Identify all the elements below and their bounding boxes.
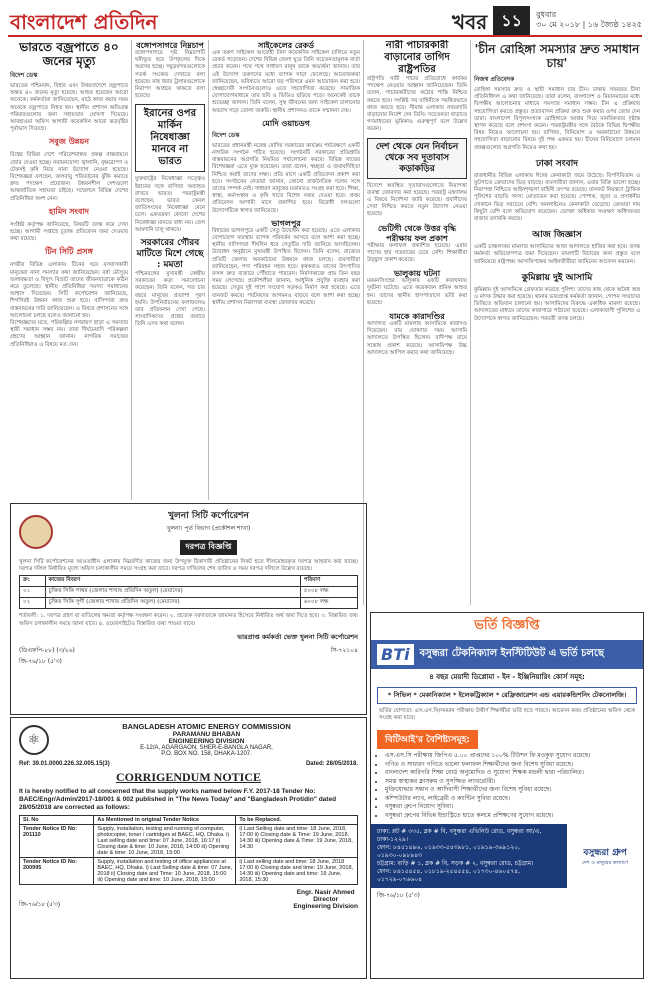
baec-cell-orig: Supply, installation and testing of office appliances at BAEC, HQ, Dhaka. i) Last Selling date & time: 07 June, 2018 ii) Closing date and Time: 10 June, 2018, 15:00 iii) Opening date and time: 10 June, 2018, 15:00 (94, 858, 236, 885)
right-body-3: একটি চাঞ্চল্যকর মামলার আসামিদের আজ আদালতে হাজির করা হবে। তদন্ত কর্মকর্তা অভিযোগপত্র জমা দিয়েছেন। মামলাটি বিচারের জন্য প্রস্তুত বলে জানিয়েছে রাষ্ট্রপক্ষ। আসামিপক্ষের আইনজীবীরা জামিনের আবেদন করবেন। (474, 244, 640, 265)
right-body-1: রোহিঙ্গা সমস্যার দ্রুত ও স্থায়ী সমাধান চায় চীন। ঢাকায় সফররত চীনা প্রতিনিধিদল এ কথা জানিয়েছে। তারা বলেন, বাংলাদেশ ও মিয়ানমারের মধ্যে দ্বিপক্ষীয় আলোচনার মাধ্যমে সমস্যার সমাধান সম্ভব। চীন এ প্রক্রিয়ায় সহযোগিতা করতে প্রস্তুত। প্রত্যাবাসন প্রক্রিয়া দ্রুত শুরু করার ওপর জোর দেন তারা। বাংলাদেশ বিপুলসংখ্যক রোহিঙ্গাকে আশ্রয় দিয়ে মানবিকতার দৃষ্টান্ত স্থাপন করেছে বলে প্রশংসা করেন। পররাষ্ট্রমন্ত্রীর সঙ্গে বৈঠকে বিভিন্ন দ্বিপক্ষীয় বিষয় নিয়েও আলোচনা হয়। বাণিজ্য, বিনিয়োগ ও অবকাঠামো উন্নয়নে সহযোগিতা বাড়ানোর বিষয়ে দুই পক্ষ একমত হয়। চীনের বিনিয়োগে চলমান প্রকল্পগুলোর অগ্রগতি নিয়েও কথা হয়। (474, 87, 640, 151)
baec-division: ENGINEERING DIVISION (168, 738, 245, 745)
col4-headline-5: যামকে কারাদণ্ডির (389, 311, 445, 322)
col2-body-3: পশ্চিমবঙ্গের মুখ্যমন্ত্রী কেন্দ্রীয় সরকারের কড়া সমালোচনা করেছেন। তিনি বলেন, গত চার বছরে মানুষের প্রত্যাশা পূরণ হয়নি। উপনির্বাচনের ফলাফলেও তার প্রতিফলন দেখা গেছে। সাংবাদিকদের প্রশ্নের জবাবে তিনি এসব কথা বলেন। (135, 271, 205, 328)
corrigendum-notice (10, 717, 367, 979)
table-row (20, 598, 358, 609)
col4-box-headline: দেশ থেকে যেন নির্বাচন থেকে সব দূতাবাস কড়াকড়ির (375, 141, 459, 174)
bti-eligibility: ভর্তির যোগ্যতা: এস.এস.সি/সমমান পরীক্ষায় উত্তীর্ণ শিক্ষার্থীরা ভর্তি হতে পারবে। আবেদন ফরম প্রতিষ্ঠানের অফিস থেকে সংগ্রহ করা যাবে। (379, 708, 635, 722)
baec-sign-name: Engr. Nasir Ahmed (296, 889, 355, 896)
baec-cell-repl: i) Last selling date and time: 18 June, 2018 17:00 ii) Closing date and time: 19 June, 2018, 14:30 iii) Opening date and time: 19 June, 2018, 15:30 (236, 858, 358, 885)
left-body-1: ভারতের পশ্চিমবঙ্গ, বিহার এবং উত্তরপ্রদেশে বজ্রপাতে অন্তত ৪০ জনের মৃত্যু হয়েছে। আহত হয়েছেন আরো অনেকে। কর্মকর্তারা জানিয়েছেন, মাঠে কাজ করার সময় অনেকে বজ্রপাতে নিহত হন। স্থানীয় প্রশাসন ক্ষতিগ্রস্ত পরিবারগুলোর জন্য সহায়তার ঘোষণা দিয়েছে। আবহাওয়া অফিস আগামী কয়েকদিন আরো ঝড়বৃষ্টির পূর্বাভাস দিয়েছে। (10, 83, 128, 133)
col4-headline-3: ভেটিগী থেকে উত্তর বৃদ্ধি পরীক্ষায় ফল প্রকাশ (378, 222, 456, 243)
baec-sign-div: Engineering Division (293, 903, 358, 910)
col2-body-2: যুক্তরাষ্ট্রের নিষেধাজ্ঞা সত্ত্বেও ইরানের সঙ্গে বাণিজ্য অব্যাহত রাখবে ভারত। পররাষ্ট্রমন্ত্রী বলেছেন, ভারত কেবল জাতিসংঘের নিষেধাজ্ঞা মেনে চলে। একতরফা কোনো দেশের নিষেধাজ্ঞা মানতে বাধ্য নয়। তেল আমদানি চালু থাকবে। (135, 176, 205, 233)
right-subhead-3: কুমিল্লায় দুই আসামি (521, 272, 593, 283)
col2 (135, 40, 205, 500)
baec-col-header: As Mentioned in original Tender Notice (94, 816, 236, 825)
baec-code: জি-৭৬/১৮ (৫'৩) (19, 902, 60, 908)
tender-dept: খুলনা। পূর্ত বিভাগ (প্রকৌশল শাখা) (166, 525, 251, 532)
tender-cell-desc: চুক্তির সিকি সুগী (জেলার শাখায় প্রতিদিন অতুল) (মেয়াদের) (45, 598, 300, 609)
bti-contact-4: ফোন: ৮৯১৫৪৫৪, ০১৮১৯-২৫৪৫৫৪, ০১৭৩০-৪৬০৫৭৪, ০১৭২৯-০৭৬৬০৪ (377, 868, 520, 884)
right-column (474, 40, 640, 605)
tender-cell-amount: ৬০০৮ লক্ষ (300, 598, 357, 609)
baec-cell-sl: Tender Notice ID No: 201110 (20, 825, 94, 858)
bti-courses: * সিভিল * মেকানিক্যাল * ইলেকট্রিক্যাল * রেফ্রিজারেশন এন্ড এয়ারকন্ডিশনিং টেকনোলজি। (377, 687, 637, 704)
tender-cell-amount: ৫০০৮ লক্ষ (300, 587, 357, 598)
baec-name: BANGLADESH ATOMIC ENERGY COMMISSION (122, 722, 291, 731)
list-item: • সমস্ত স্বাস্থ্যকর ক্লাসরুম ও সুসজ্জিত ল্যাবরেটরী। (385, 778, 643, 787)
tender-code: জি-৭৬/১৮ (৫'৩) (19, 657, 62, 665)
divider (131, 40, 132, 500)
baec-cell-orig: Supply, installation, testing and running of computer, photocopier, toner / cartridges at BAEC, HQ, Dhaka. i) Last selling date and time: 07 June, 2018, 16:17 ii) Closing date & time: 10 June, 2018, 14:00 iii) Opening date & time: 10 June, 2018, 15:00 (94, 825, 236, 858)
baec-date: Dated: 28/05/2018. (305, 761, 358, 767)
center-headline-3: ভাগলপুর (271, 217, 301, 228)
col2-headline: বঙ্গোপসাগরে নিম্নচাপ (136, 40, 204, 50)
left-body-3: সংশ্লিষ্ট কর্তৃপক্ষ জানিয়েছে, বিষয়টি তদন্ত করে দেখা হচ্ছে। আগামী সপ্তাহে চূড়ান্ত প্রতিবেদন জমা দেওয়ার কথা রয়েছে। (10, 221, 128, 243)
baec-cell-repl: i) Last Selling date and time: 18 June, 2018, 17:00 ii) Closing date & Time: 19 June, 2018, 14:30 iii) Opening date & Time: 19 June, 2018, 14:30 (236, 825, 358, 858)
bti-admission-ad (370, 612, 644, 979)
left-body-5: বিশেষজ্ঞদের মতে, পরিকল্পিত নগরায়ণ ছাড়া এ সমস্যার স্থায়ী সমাধান সম্ভব নয়। তারা দীর্ঘমেয়াদি পরিকল্পনা গ্রহণের আহ্বান জানান। নাগরিক সমাজের প্রতিনিধিরাও এ বিষয়ে মত দেন। (10, 320, 128, 348)
masthead-rule (8, 35, 642, 37)
baec-col-header: Sl. No (20, 816, 94, 825)
col4-body-5: আদালত একটি মামলায় আসামিকে কারাদণ্ড দিয়েছেন। রায় ঘোষণার সময় আসামি আদালতে উপস্থিত ছিলেন। বাদীপক্ষ রায়ে সন্তোষ প্রকাশ করেছে। আসামিপক্ষ উচ্চ আদালতে আপিল করার কথা জানিয়েছে। (367, 321, 467, 356)
left-byline: বিদেশ ডেস্ক (10, 72, 38, 79)
col4-headline-4: ভালুকায় ঘটনা (393, 268, 441, 279)
baec-ref: Ref: 39.01.0000.226.32.005.15(3) (19, 761, 110, 767)
tender-signature: ভারপ্রাপ্ত কর্মকর্তা ভেক্ত খুলনা সিটি কর্পোরেশন (237, 632, 358, 641)
center-headline: সাইকেলের রেকর্ড (257, 40, 315, 50)
list-item: • বাংলাদেশ কারিগরি শিক্ষা বোর্ড অনুমোদিত ও সুযোগ্য শিক্ষক মন্ডলী দ্বারা পরিচালিত। (385, 769, 643, 778)
baec-bhaban: PARAMANU BHABAN (172, 731, 241, 738)
baec-title: CORRIGENDUM NOTICE (115, 770, 261, 784)
baec-sign-title: Director (313, 896, 339, 903)
section-label: খবর (452, 10, 488, 34)
col4-headline: নারী পাচারকারী বাড়ানোর তাগিদ রাষ্ট্রপতির (384, 40, 450, 75)
tender-col-header: পরিমাণ (300, 576, 357, 587)
col4-body-3: পরীক্ষার ফলাফল প্রকাশিত হয়েছে। এবার পাসের হার গতবারের চেয়ে বেশি। শিক্ষার্থীরা উচ্ছ্বাস প্রকাশ করেছে। (367, 242, 467, 264)
list-item: • গণিত ও সাধারণ গণিতে ভালো ফলাফল শিক্ষার্থীদের জন্য বিশেষ সুবিধা রয়েছে। (385, 761, 643, 770)
center-body-1: এক তরুণ সাইকেল আরোহী টানা কয়েকদিন সাইকেল চালিয়ে নতুন রেকর্ড গড়েছেন। দেশের বিভিন্ন জেলা ঘুরে তিনি সচেতনতামূলক বার্তা প্রচার করেন। পথে পথে সাধারণ মানুষ তাকে অভ্যর্থনা জানায়। তার এই উদ্যোগ তরুণদের মধ্যে ব্যাপক সাড়া ফেলেছে। আয়োজকরা জানিয়েছেন, ভবিষ্যতে আরো বড় পরিসরে এমন আয়োজন করা হবে। স্বেচ্ছাসেবী সংগঠনগুলোও এতে সহযোগিতা করেছে। সামাজিক যোগাযোগমাধ্যমে তার ছবি ও ভিডিও ছড়িয়ে পড়ে। অনেকেই তাকে শুভেচ্ছা জানান। তিনি বলেন, সুস্থ জীবনের জন্য সাইকেল চালানোর অভ্যাস গড়ে তোলা জরুরি। স্থানীয় প্রশাসনও তাকে সম্মাননা দেয়। (212, 50, 360, 114)
left-subhead-2: হামিদ সংবাদ (49, 206, 89, 216)
baec-address: E-12/A, AGARGAON, SHER-E-BANGLA NAGAR, (140, 745, 273, 751)
list-item: • মুক্তিযোদ্ধার সন্তান ও আদিবাসী শিক্ষার্থীদের জন্য বিশেষ সুবিধা রয়েছে। (385, 786, 643, 795)
right-body-2: রাজধানীর বিভিন্ন এলাকায় ঈদের কেনাকাটা জমে উঠেছে। বিপণিবিতান ও ফুটপাতে ক্রেতাদের ভিড় বাড়ছে। ব্যবসায়ীরা জানান, এবার বিক্রি ভালো হচ্ছে। নিরাপত্তা নিশ্চিতে আইনশৃঙ্খলা বাহিনী তৎপর রয়েছে। যানজট নিয়ন্ত্রণে ট্রাফিক পুলিশের বাড়তি সদস্য মোতায়েন করা হয়েছে। পোশাক, জুতা ও প্রসাধনীর দোকানে ভিড় সবচেয়ে বেশি। অনলাইনেও কেনাকাটা বেড়েছে। ক্রেতারা দাম কিছুটা বেশি বলে অভিযোগ করেছেন। ভোক্তা অধিকার সংরক্ষণ অধিদফতর বাজার তদারকি করছে। (474, 172, 640, 223)
list-item: • বসুন্ধরা গ্রুপের বিভিন্ন ইন্ডাস্ট্রিতে হাতে কলমে প্রশিক্ষণের সুযোগ রয়েছে। (385, 812, 643, 821)
table-row (20, 858, 358, 885)
tender-footer-num: সি-৭২১০৪ (330, 646, 358, 654)
date-block (536, 10, 642, 30)
baec-col-header: To be Replaced. (236, 816, 358, 825)
left-column (10, 40, 128, 578)
bti-name: বসুন্ধরা টেকনিক্যাল ইনস্টিটিউট এ ভর্তি চলছে (419, 648, 605, 659)
bti-group: বসুন্ধরা গ্রুপ (583, 847, 627, 858)
right-byline: নিজস্ব প্রতিবেদক (474, 76, 515, 83)
col2-body-1: বঙ্গোপসাগরে সৃষ্ট নিম্নচাপটি ঘনীভূত হয়ে উপকূলের দিকে অগ্রসর হচ্ছে। সমুদ্রবন্দরগুলোকে সতর্ক সংকেত দেখাতে বলা হয়েছে। মাছ ধরার ট্রলারগুলোকে নিরাপদ আশ্রয়ে থাকতে বলা হয়েছে। (135, 50, 205, 100)
tender-notice (10, 503, 367, 715)
left-body-4: নগরীর বিভিন্ন এলাকায় টিনের ঘরে বসবাসকারী মানুষেরা নানা সমস্যার কথা জানিয়েছেন। বর্ষা মৌসুমে জলাবদ্ধতা ও বিদ্যুৎ বিভ্রাট তাদের জীবনযাত্রাকে কঠিন করে তুলেছে। স্থানীয় প্রতিনিধিরা সমস্যা সমাধানের আশ্বাস দিয়েছেন। সিটি কর্পোরেশন জানিয়েছে, শিগগিরই উন্নয়ন কাজ শুরু হবে। বাসিন্দারা দ্রুত বাস্তবায়নের দাবি জানিয়েছেন। এ বিষয়ে প্রশাসনের সঙ্গে আলোচনা চলছে বলেও জানানো হয়। (10, 262, 128, 319)
bti-contact-2: ফোন: ৮৪৫১৪৯৬, ০১৯৩৩-৫৪৩৯৮১, ০১৯১৯-৩৬৯১২০, ০১৯৩০-০৯৮৯৪৩ (377, 844, 520, 860)
col4-body-2: বিদেশে অবস্থিত দূতাবাসগুলোতে নিরাপত্তা ব্যবস্থা জোরদার করা হয়েছে। পররাষ্ট্র মন্ত্রণালয় এ বিষয়ে নির্দেশনা জারি করেছে। প্রবাসীদের সেবা নিশ্চিত করতে নতুন উদ্যোগ নেওয়া হয়েছে। (367, 182, 467, 218)
list-item: • এস.এস.সি পরীক্ষায় জিপিএ ৫.০০ প্রাপ্তদের ১০০% টিউশন ফি মওকুফ সুযোগ রয়েছে। (385, 752, 643, 761)
tender-title: দরপত্র বিজ্ঞপ্তি (180, 540, 238, 555)
left-body-2: বিশ্বের বিভিন্ন দেশে পরিবেশবান্ধব প্রকল্প বাস্তবায়নে জোর দেওয়া হচ্ছে। নবায়নযোগ্য জ্বালানি, বৃক্ষরোপণ ও টেকসই কৃষি নিয়ে নানা উদ্যোগ নেওয়া হয়েছে। বিশেষজ্ঞরা বলছেন, জলবায়ু পরিবর্তনের ঝুঁকি কমাতে দ্রুত পদক্ষেপ প্রয়োজন। উন্নয়নশীল দেশগুলো আন্তর্জাতিক সহায়তা চাইছে। সম্মেলনে বিভিন্ন দেশের প্রতিনিধিরা অংশ নেন। (10, 152, 128, 202)
list-item: • কম্পিউটার ল্যাব, লাইব্রেরী ও ক্যান্টিন সুবিধা রয়েছে। (385, 795, 643, 804)
col2-box (135, 104, 205, 172)
col2-headline-2: সরকারের গৌরব মাটিতে মিশে গেছে : মমতা (136, 238, 204, 271)
table-row (20, 825, 358, 858)
right-quote-headline: 'চীন রোহিঙ্গা সমস্যার দ্রুত সমাধান চায়' (474, 42, 640, 70)
tender-conditions: শর্তাবলী: ১. দরপত্র গ্রহণ বা বাতিলের ক্ষমতা কর্তৃপক্ষ সংরক্ষণ করেন। ২. প্রত্যেক দরদাতাকে জামানত হিসেবে নির্ধারিত অর্থ জমা দিতে হবে। ৩. বিস্তারিত তথ্য অফিস চলাকালীন সময়ে জানা যাবে। ৪. ওয়েবসাইটেও বিস্তারিত তথ্য পাওয়া যাবে। (19, 613, 358, 627)
tender-ref: (ডিএফপি-৮৮) (৩/২৬) (19, 646, 75, 654)
tender-cell-desc: চুক্তির সিকি পাথর (জেলার শাখায় প্রতিদিন অতুল) (মেয়াদের) (45, 587, 300, 598)
baec-body: It is hereby notified to all concerned that the supply works named below F.Y. 2017-18 Tender No: BAEC/Engr/Admin/2017-18/001 & 002 published in "The News Today" and "Bangladesh Protidin" dated 28/05/2018 are corrected as follows: (19, 788, 337, 811)
right-subhead-2: আজ জিজ্ঞাস (532, 230, 582, 241)
bti-highlight: বিটিআই'র বৈশিষ্ট্যসমূহ: (377, 730, 478, 749)
bti-contact-3: চট্টগ্রাম: বাড়ি # ১, ব্লক # বি, সড়ক # ২, বসুন্ধরা রোড, চট্টগ্রাম। (377, 860, 534, 868)
bti-logo: BTi (377, 644, 414, 665)
center-body-3: বিহারের ভাগলপুরে একটি সেতু উদ্বোধন করা হয়েছে। এতে এলাকার যোগাযোগ ব্যবস্থায় ব্যাপক পরিবর্তন আসবে বলে আশা করা হচ্ছে। স্থানীয় বাসিন্দারা দীর্ঘদিন ধরে সেতুটির দাবি জানিয়ে আসছিলেন। উদ্বোধন অনুষ্ঠানে মুখ্যমন্ত্রী উপস্থিত ছিলেন। তিনি বলেন, রাজ্যের প্রতিটি জেলায় অবকাঠামো উন্নয়নে কাজ চলছে। ব্যবসায়ীরা জানিয়েছেন, পণ্য পরিবহন সহজ হবে। কৃষকরাও তাদের উৎপাদিত ফসল দ্রুত বাজারে পৌঁছাতে পারবেন। নির্মাণকাজে প্রায় তিন বছর সময় লেগেছে। প্রকৌশলীরা জানান, আধুনিক প্রযুক্তি ব্যবহার করা হয়েছে। সেতুর দুই পাশে সংযোগ সড়কও নির্মাণ করা হয়েছে। এতে যানজট কমবে। পর্যটকদের আগমনও বাড়বে বলে আশা করা হচ্ছে। স্থানীয় প্রশাসন নিরাপত্তা ব্যবস্থা জোরদার করেছে। (212, 227, 360, 306)
left-headline: ভারতে বজ্রপাতে ৪০ জনের মৃত্যু (19, 40, 119, 68)
center-byline: বিদেশ ডেস্ক (212, 131, 240, 139)
baec-cell-sl: Tender Notice ID No: 200995 (20, 858, 94, 885)
tender-cell-no: ০১ (20, 587, 46, 598)
divider (208, 40, 209, 500)
baec-table (19, 815, 358, 885)
col4-body-4: ময়মনসিংহের ভালুকায় একটি কারখানায় দুর্ঘটনা ঘটেছে। এতে কয়েকজন শ্রমিক আহত হন। তাদের স্থানীয় হাসপাতালে ভর্তি করা হয়েছে। (367, 278, 467, 306)
date-day: বুধবার (536, 10, 557, 19)
left-subhead-3: টিন সিটি প্রসঙ্গ (45, 247, 93, 257)
tender-col-header: ক্র: (20, 576, 46, 587)
date-full: ৩০ মে ২০১৮ | ১৬ জ্যৈষ্ঠ ১৪২৫ (536, 20, 642, 29)
city-corporation-seal-icon (19, 515, 53, 549)
center-headline-2: মোদি ওয়াচডগ (262, 117, 310, 128)
tender-col-header: কাজের বিবরণ (45, 576, 300, 587)
center-body-2: ভারতের প্রধানমন্ত্রী নরেন্দ্র মোদির সরকারের কার্যক্রম পর্যবেক্ষণে একটি নাগরিক সংগঠন গঠিত হয়েছে। সংগঠনটি সরকারের প্রতিশ্রুতি বাস্তবায়নের অগ্রগতি নিয়মিত পর্যালোচনা করবে। বিভিন্ন খাতের বিশেষজ্ঞরা এতে যুক্ত হয়েছেন। তারা বলেন, স্বচ্ছতা ও জবাবদিহিতা নিশ্চিত করাই তাদের লক্ষ্য। প্রতি মাসে একটি প্রতিবেদন প্রকাশ করা হবে। সংগঠনের নেতারা জানান, কোনো রাজনৈতিক দলের সঙ্গে তাদের সম্পর্ক নেই। সাধারণ মানুষের মতামতও সংগ্রহ করা হবে। শিক্ষা, স্বাস্থ্য, কর্মসংস্থান ও কৃষি খাতে বিশেষ নজর দেওয়া হবে। প্রথম প্রতিবেদন আগামী মাসে প্রকাশিত হবে। বিরোধী দলগুলো উদ্যোগটিকে স্বাগত জানিয়েছে। (212, 142, 360, 214)
bti-footer (371, 824, 643, 888)
divider (470, 40, 471, 605)
col4-box (367, 138, 467, 179)
baec-pobox: P.O. BOX NO. 158, DHAKA-1207. (161, 751, 252, 757)
bashundhara-group-logo (567, 824, 643, 888)
bti-bullet-list (385, 752, 643, 820)
tender-table (19, 575, 358, 609)
left-subhead-1: সবুজ উন্নয়ন (49, 137, 89, 147)
bti-group-tag: দেশ ও মানুষের কল্যাণে (582, 859, 628, 866)
bti-top-label: ভর্তি বিজ্ঞপ্তি (474, 618, 540, 633)
col4 (367, 40, 467, 605)
right-subhead-1: ঢাকা সংবাদ (536, 158, 578, 169)
bti-header (371, 640, 643, 669)
atom-logo-icon: ⚛ (19, 725, 49, 755)
col2-box-headline: ইরানের ওপর মার্কিন নিষেধাজ্ঞা মানবে না ভারত (143, 108, 197, 168)
masthead-title: বাংলাদেশ প্রতিদিন (10, 10, 158, 34)
bti-contact-1: ঢাকা: প্লট # ৩৩৫, ব্লক # বি, বসুন্ধরা এভিনিউ রোড, বসুন্ধরা আ/এ, ঢাকা-১২২৯। (377, 828, 542, 844)
tender-org: খুলনা সিটি কর্পোরেশন (168, 511, 249, 521)
col4-body-1: রাষ্ট্রপতি নারী পাচার প্রতিরোধে কার্যকর পদক্ষেপ নেওয়ার আহ্বান জানিয়েছেন। তিনি বলেন, পাচারকারীদের কঠোর শাস্তি নিশ্চিত করতে হবে। সংশ্লিষ্ট সব বাহিনীকে সমন্বিতভাবে কাজ করতে হবে। সীমান্ত এলাকায় নজরদারি বাড়ানোর নির্দেশ দেন তিনি। সচেতনতা বাড়াতে গণমাধ্যমের ভূমিকাও গুরুত্বপূর্ণ বলে উল্লেখ করেন। (367, 76, 467, 133)
page-number: ১১ (493, 6, 530, 37)
right-body-4: কুমিল্লায় দুই আসামিকে গ্রেফতার করেছে পুলিশ। তাদের কাছ থেকে অবৈধ অস্ত্র ও মাদক উদ্ধার করা হয়েছে। থানার ভারপ্রাপ্ত কর্মকর্তা জানান, গোপন সংবাদের ভিত্তিতে অভিযান চালানো হয়। আসামিদের বিরুদ্ধে একাধিক মামলা রয়েছে। আদালতের মাধ্যমে তাদের কারাগারে পাঠানো হয়েছে। এলাকাবাসী পুলিশের এ উদ্যোগকে স্বাগত জানিয়েছেন। পরবর্তী তদন্ত চলছে। (474, 286, 640, 322)
list-item: • বসুন্ধরা গ্রুপে নিয়োগ সুবিধা। (385, 803, 643, 812)
tender-cell-no: ০২ (20, 598, 46, 609)
bti-code: জি-৭৬/১৮ (৫'৩) (377, 892, 420, 900)
bti-sub: ৪ বছর মেয়াদী ডিপ্লোমা - ইন - ইঞ্জিনিয়ারিং কোর্স সমূহ: (429, 673, 585, 681)
tender-body: খুলনা সিটি কর্পোরেশনের আওতাধীন এলাকায় নিম্নবর্ণিত কাজের জন্য উপযুক্ত ঠিকাদারী প্রতিষ্ঠানের নিকট হতে সীলমোহরকৃত দরপত্র আহবান করা যাচ্ছে। দরপত্র দলিল নির্ধারিত মূল্যে অফিস চলাকালীন সময়ে সংগ্রহ করা যাবে। দরপত্র দাখিলের শেষ তারিখ ও সময় দরপত্র দলিলে উল্লেখ রয়েছে। (19, 559, 358, 573)
table-row (20, 587, 358, 598)
